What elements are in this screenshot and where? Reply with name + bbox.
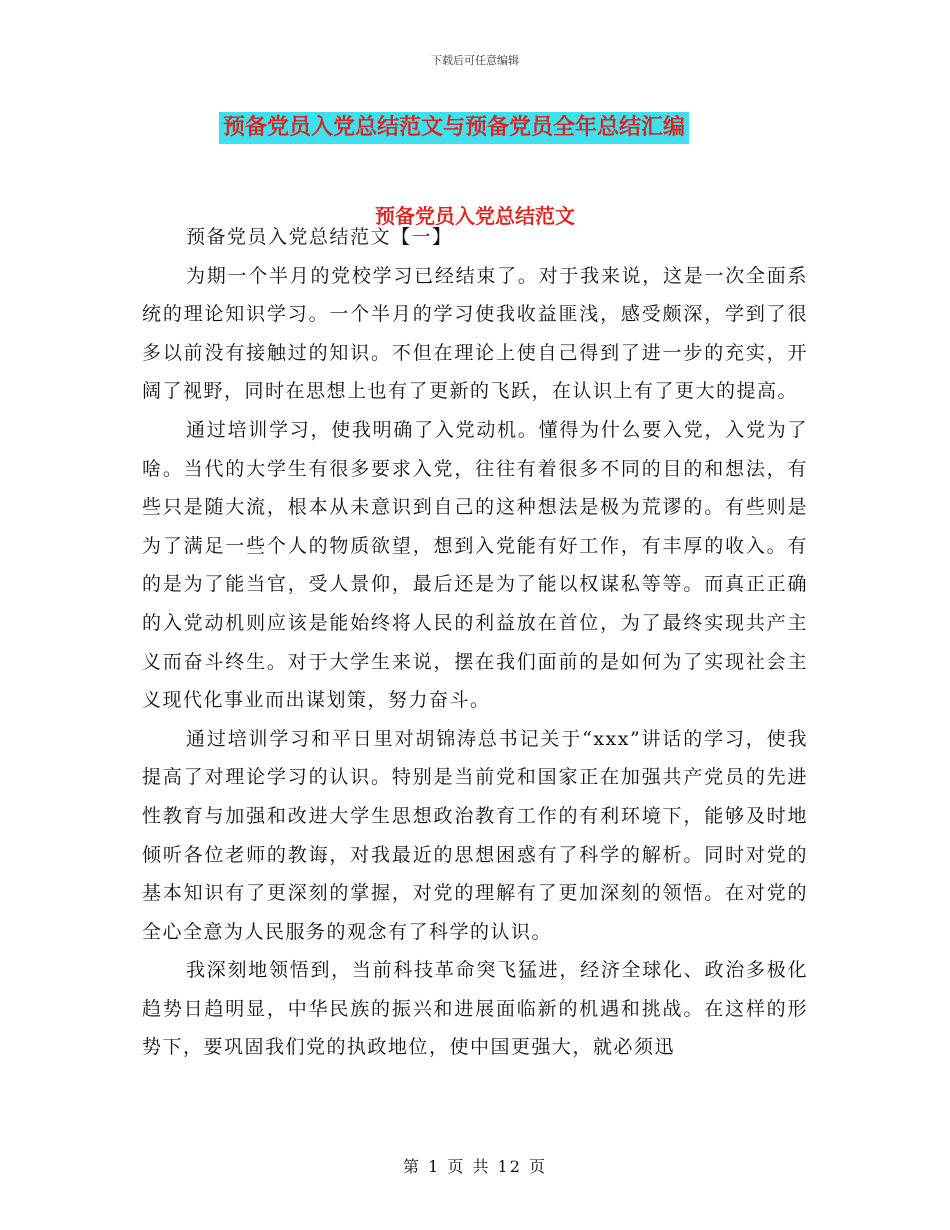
document-title: 预备党员入党总结范文与预备党员全年总结汇编 (219, 112, 689, 144)
paragraph-4: 我深刻地领悟到，当前科技革命突飞猛进，经济全球化、政治多极化趋势日趋明显，中华民族的振兴和进展面临新的机遇和挑战。在这样的形势下，要巩固我们党的执政地位，使中国更强大，就必须迅 (142, 959, 808, 1059)
section-title: 预备党员入党总结范文 (375, 204, 575, 228)
paragraph-2: 通过培训学习，使我明确了入党动机。懂得为什么要入党，入党为了啥。当代的大学生有很多要求入党，往往有着很多不同的目的和想法，有些只是随大流，根本从未意识到自己的这种想法是极为荒谬的。有些则是为了满足一些个人的物质欲望，想到入党能有好工作，有丰厚的收入。有的是为了能当官，受人景仰，最后还是为了能以权谋私等等。而真正正确的入党动机则应该是能始终将人民的利益放在首位，为了最终实现共产主义而奋斗终生。对于大学生来说，摆在我们面前的是如何为了实现社会主义现代化事业而出谋划策，努力奋斗。 (142, 418, 808, 712)
paragraph-3: 通过培训学习和平日里对胡锦涛总书记关于“xxx”讲话的学习，使我提高了对理论学习的认识。特别是当前党和国家正在加强共产党员的先进性教育与加强和改进大学生思想政治教育工作的有利环境下，能够及时地倾听各位老师的教诲，对我最近的思想困惑有了科学的解析。同时对党的基本知识有了更深刻的掌握，对党的理解有了更加深刻的领悟。在对党的全心全意为人民服务的观念有了科学的认识。 (142, 727, 808, 943)
page-indicator: 第 1 页 共 12 页 (403, 1157, 547, 1176)
header-note: 下载后可任意编辑 (431, 54, 519, 67)
paragraph-1: 为期一个半月的党校学习已经结束了。对于我来说，这是一次全面系统的理论知识学习。一个半月的学习使我收益匪浅，感受颇深，学到了很多以前没有接触过的知识。不但在理论上使自己得到了进一步的充实，开阔了视野，同时在思想上也有了更新的飞跃，在认识上有了更大的提高。 (142, 264, 808, 403)
document-body (142, 218, 808, 1067)
subheading: 预备党员入党总结范文【一】 (186, 226, 453, 248)
